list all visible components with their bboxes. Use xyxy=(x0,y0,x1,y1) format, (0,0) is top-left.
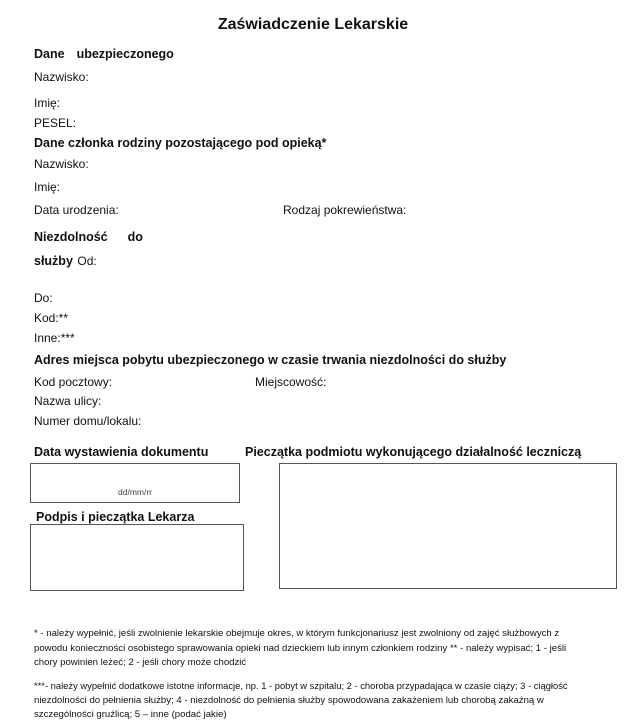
incapacity-heading-line2 xyxy=(34,252,97,270)
incapacity-code-label: Kod:** xyxy=(34,311,69,325)
page-title: Zaświadczenie Lekarskie xyxy=(217,16,409,33)
house-number-label: Numer domu/lokalu: xyxy=(34,414,142,428)
incapacity-heading-line1 xyxy=(34,230,143,244)
family-surname-label: Nazwisko: xyxy=(34,157,89,171)
insured-surname-label: Nazwisko: xyxy=(34,70,89,84)
entity-stamp-box[interactable] xyxy=(279,463,617,589)
insured-heading-word1: Dane xyxy=(34,47,65,61)
insured-heading xyxy=(34,47,174,61)
incapacity-other-label: Inne:*** xyxy=(34,331,75,345)
incapacity-to-label: Do: xyxy=(34,291,53,305)
footnote-2-line3: szczególności gruźlicą; 5 – inne (podać jakie) xyxy=(34,709,227,720)
footnote-1-line3: chory powinien leżeć; 2 - jeśli chory może chodzić xyxy=(34,657,247,668)
footnote-2-line2: niezdolności do pełnienia służby; 4 - niezdolność do pełnienia służby spowodowana zakażeniem lub chorobą zakaźną w xyxy=(34,694,544,706)
insured-name-label: Imię: xyxy=(34,96,61,110)
family-member-heading: Dane członka rodziny pozostającego pod opieką* xyxy=(34,136,327,150)
footnote-1-line2: powodu konieczności osobistego sprawowania opieki nad dzieckiem lub innym członkiem rodziny ** - należy wypisać; 1 - jeśli xyxy=(34,642,567,654)
family-relationship-label: Rodzaj pokrewieństwa: xyxy=(283,203,407,217)
entity-stamp-heading: Pieczątka podmiotu wykonującego działalność leczniczą xyxy=(245,445,582,459)
issue-date-heading: Data wystawienia dokumentu xyxy=(34,445,209,459)
issue-date-box[interactable] xyxy=(30,463,240,503)
incapacity-from-label: Od: xyxy=(77,254,97,268)
incapacity-heading-word2: do xyxy=(127,230,143,244)
street-label: Nazwa ulicy: xyxy=(34,394,102,408)
insured-heading-word2: ubezpieczonego xyxy=(76,47,174,61)
postal-code-label: Kod pocztowy: xyxy=(34,375,113,389)
footnote-1-line1: * - należy wypełnić, jeśli zwolnienie lekarskie obejmuje okres, w którym funkcjonariusz jest zwolniony od zajęć służbowych z xyxy=(34,628,560,639)
footnote-2 xyxy=(34,679,570,723)
issue-date-format-hint: dd/mm/rr xyxy=(118,487,152,497)
family-name-label: Imię: xyxy=(34,180,61,194)
doctor-signature-heading: Podpis i pieczątka Lekarza xyxy=(36,510,195,524)
family-birth-date-label: Data urodzenia: xyxy=(34,203,119,217)
address-heading: Adres miejsca pobytu ubezpieczonego w czasie trwania niezdolności do służby xyxy=(34,353,507,367)
incapacity-heading-word1: Niezdolność xyxy=(34,230,108,244)
city-label: Miejscowość: xyxy=(255,375,327,389)
footnote-2-line1: ***- należy wypełnić dodatkowe istotne informacje, np. 1 - pobyt w szpitalu; 2 - choroba przypadająca w czasie ciąży; 3 - ciągłość xyxy=(34,680,568,691)
insured-pesel-label: PESEL: xyxy=(34,116,77,130)
footnote-1 xyxy=(34,627,570,671)
doctor-signature-box[interactable] xyxy=(30,524,244,591)
incapacity-heading-word3: służby xyxy=(34,254,73,268)
